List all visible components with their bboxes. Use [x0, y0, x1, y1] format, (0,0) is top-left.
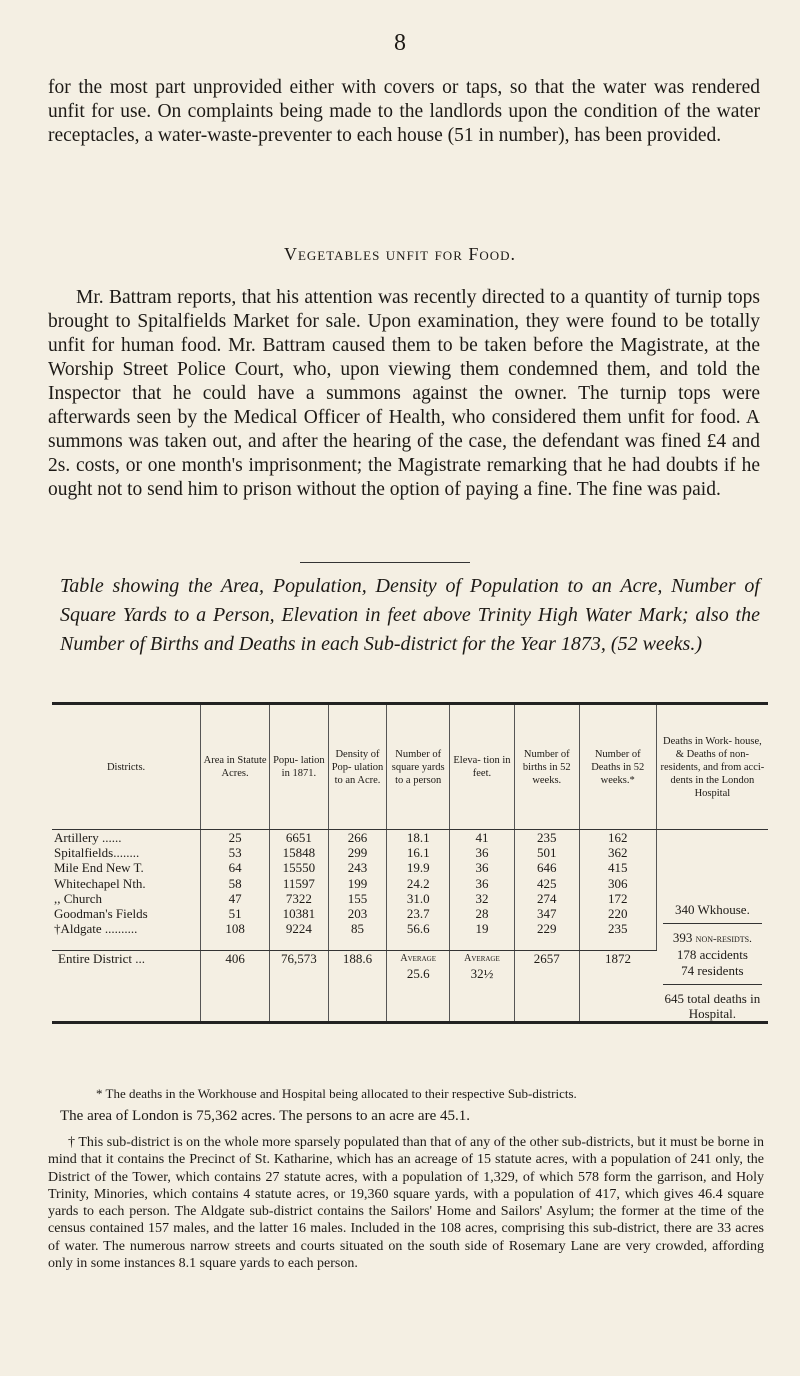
table-cell-area: 53 — [228, 845, 242, 861]
table-cell-district: †Aldgate .......... — [54, 921, 138, 937]
non-residents-label: non-residts. — [695, 933, 752, 946]
header-births: Number of births in 52 weeks. — [514, 704, 579, 830]
header-area: Area in Statute Acres. — [201, 704, 270, 830]
statistics-table — [52, 702, 768, 1024]
total-area: 406 — [201, 951, 270, 1023]
section-heading: Vegetables unfit for Food. — [283, 244, 517, 264]
population-values — [270, 830, 329, 951]
table-cell-sq_yards: 56.6 — [406, 921, 430, 937]
table-cell-density: 199 — [347, 875, 368, 891]
paragraph-turnip-tops: Mr. Battram reports, that his attention was recently directed to a quantity of turnip tops brought to Spitalfields Market for sale. Upon examination, they were found to be totally unfit for human food. Mr. Battram caused them to be taken before the Magistrate, at the Worship Street Police Court, who, upon viewing them condemned them, and told the Inspector that he could have a summons against the owner. The turnip tops were afterwards seen by the Medical Officer of Health, who considered them unfit for food. A summons was taken out, and after the hearing of the case, the defendant was fined £4 and 2s. costs, or one month's imprisonment; the Magistrate remarking that he had doubts if he ought not to send him to prison without the option of paying a fine. The fine was paid. — [48, 287, 760, 500]
table-cell-density: 155 — [347, 890, 368, 906]
table-cell-area: 25 — [228, 830, 242, 845]
table-cell-births: 347 — [537, 906, 557, 922]
table-cell-population: 10381 — [282, 906, 316, 922]
table-cell-density: 85 — [351, 921, 364, 937]
average-elevation: 32½ — [470, 966, 494, 982]
table-cell-elevation: 36 — [475, 860, 489, 876]
hospital-total-deaths: 645 total deaths in Hospital. — [664, 990, 761, 1022]
density-values — [328, 830, 387, 951]
elevation-values — [450, 830, 515, 951]
table-cell-population: 15848 — [282, 845, 316, 861]
table-cell-area: 58 — [228, 875, 242, 891]
total-square-yards — [387, 951, 450, 1023]
header-density: Density of Pop- ulation to an Acre. — [328, 704, 387, 830]
table-cell-district: Goodman's Fields — [54, 906, 148, 922]
total-density: 188.6 — [328, 951, 387, 1023]
table-cell-deaths: 162 — [607, 830, 628, 845]
footnote-dagger: † This sub-district is on the whole more sparsely populated than that of any of the other sub-districts, but it must be borne in mind that it contains the Precinct of St. Katharine, which has an acreage of 15 statute acres, with a population of 241 only, the District of the Tower, which contains 27 statute acres, with a population of 1,329, of which 578 form the garrison, and Holy Trinity, Minories, which contains 4 statute acres, or 19,360 square yards, with a population of 417, which gives 46.4 square yards to each person. The Aldgate sub-district contains the Sailors' Home and Sailors' Asylum; the former at the time of the census contained 157 males, and the latter 16 males. Included in the 108 acres, comprising this sub-district, there are 33 acres of water. The numerous narrow streets and courts situated on the south side of Rosemary Lane are very crowded, affording only in some instances 8.1 square yards to each person. — [48, 1135, 764, 1272]
table-cell-district: Artillery ...... — [54, 830, 122, 845]
page-number: 8 — [394, 30, 406, 56]
table-cell-deaths: 362 — [607, 845, 628, 861]
table-body-row — [52, 830, 768, 951]
notes-divider-2 — [663, 984, 762, 985]
average-label-2: Average — [464, 953, 500, 965]
table-cell-area: 108 — [225, 921, 245, 937]
total-population: 76,573 — [270, 951, 329, 1023]
header-population: Popu- lation in 1871. — [270, 704, 329, 830]
non-residents-number: 393 — [672, 930, 693, 946]
total-births: 2657 — [514, 951, 579, 1023]
table-cell-elevation: 36 — [475, 845, 489, 861]
table-cell-density: 266 — [347, 830, 368, 845]
table-cell-district: ,, Church — [54, 890, 103, 906]
table-cell-births: 425 — [537, 875, 557, 891]
header-elevation: Eleva- tion in feet. — [450, 704, 515, 830]
table-cell-births: 229 — [537, 921, 557, 937]
table-cell-elevation: 32 — [475, 890, 489, 906]
table-cell-deaths: 220 — [607, 906, 628, 922]
table-caption: Table showing the Area, Population, Density of Population to an Acre, Number of Square Yards to a Person, Elevation in feet above Trinity High Water Mark; also the Number of Births and Deaths in each Sub-district for the Year 1873, (52 weeks.) — [60, 575, 760, 655]
table-cell-deaths: 306 — [607, 875, 628, 891]
table-cell-elevation: 19 — [475, 921, 489, 937]
table-cell-district: Mile End New T. — [54, 860, 144, 876]
non-residents-deaths — [659, 930, 766, 947]
table-cell-sq_yards: 31.0 — [406, 890, 430, 906]
table-cell-elevation: 41 — [475, 830, 489, 845]
footnote-area: The area of London is 75,362 acres. The persons to an acre are 45.1. — [60, 1108, 470, 1124]
accident-deaths: 178 accidents — [676, 947, 748, 963]
resident-deaths: 74 residents — [681, 962, 744, 978]
table-cell-population: 6651 — [285, 830, 312, 845]
header-deaths: Number of Deaths in 52 weeks.* — [579, 704, 656, 830]
footnote-star: * The deaths in the Workhouse and Hospital being allocated to their respective Sub-districts. — [96, 1086, 577, 1101]
paragraph-water-receptacles: for the most part unprovided either with covers or taps, so that the water was rendered unfit for use. On complaints being made to the landlords upon the condition of the water receptacles, a water-waste-preventer to each house (51 in number), has been provided. — [48, 77, 760, 146]
table-cell-density: 299 — [347, 845, 368, 861]
table-cell-elevation: 36 — [475, 875, 489, 891]
table-cell-births: 274 — [537, 890, 557, 906]
district-names — [52, 830, 201, 951]
table-cell-sq_yards: 24.2 — [406, 875, 430, 891]
births-values — [514, 830, 579, 951]
table-cell-births: 501 — [537, 845, 557, 861]
table-cell-population: 7322 — [285, 890, 312, 906]
deaths-values — [579, 830, 656, 951]
table-cell-sq_yards: 16.1 — [406, 845, 430, 861]
table-cell-deaths: 415 — [607, 860, 628, 876]
total-district-label: Entire District ... — [52, 951, 201, 1023]
total-deaths: 1872 — [604, 951, 631, 967]
table-cell-district: Whitechapel Nth. — [54, 875, 146, 891]
header-square-yards: Number of square yards to a person — [387, 704, 450, 830]
table-cell-district: Spitalfields........ — [54, 845, 140, 861]
table-cell-sq_yards: 23.7 — [406, 906, 430, 922]
table-cell-density: 243 — [347, 860, 368, 876]
table-cell-elevation: 28 — [475, 906, 489, 922]
table-cell-area: 51 — [228, 906, 242, 922]
square-yards-values — [387, 830, 450, 951]
table-cell-sq_yards: 19.9 — [406, 860, 430, 876]
notes-divider — [663, 923, 762, 924]
workhouse-deaths: 340 Wkhouse. — [674, 902, 750, 917]
table-cell-area: 64 — [228, 860, 242, 876]
total-elevation — [450, 951, 515, 1023]
area-values — [201, 830, 270, 951]
average-square-yards: 25.6 — [406, 966, 430, 982]
separator-rule — [300, 562, 470, 563]
table-cell-deaths: 172 — [607, 890, 628, 906]
table-cell-area: 47 — [228, 890, 242, 906]
table-cell-population: 9224 — [285, 921, 312, 937]
table-cell-population: 11597 — [282, 875, 315, 891]
header-districts: Districts. — [52, 704, 201, 830]
average-label: Average — [400, 953, 436, 965]
table-cell-sq_yards: 18.1 — [406, 830, 430, 845]
header-workhouse-deaths: Deaths in Work- house, & Deaths of non-residents, and from acci- dents in the London Hospital — [656, 704, 768, 830]
table-cell-density: 203 — [347, 906, 368, 922]
table-cell-births: 646 — [537, 860, 557, 876]
table-cell-deaths: 235 — [607, 921, 628, 937]
workhouse-notes — [656, 830, 768, 1023]
table-cell-births: 235 — [537, 830, 557, 845]
table-header-row — [52, 704, 768, 830]
table-cell-population: 15550 — [282, 860, 316, 876]
